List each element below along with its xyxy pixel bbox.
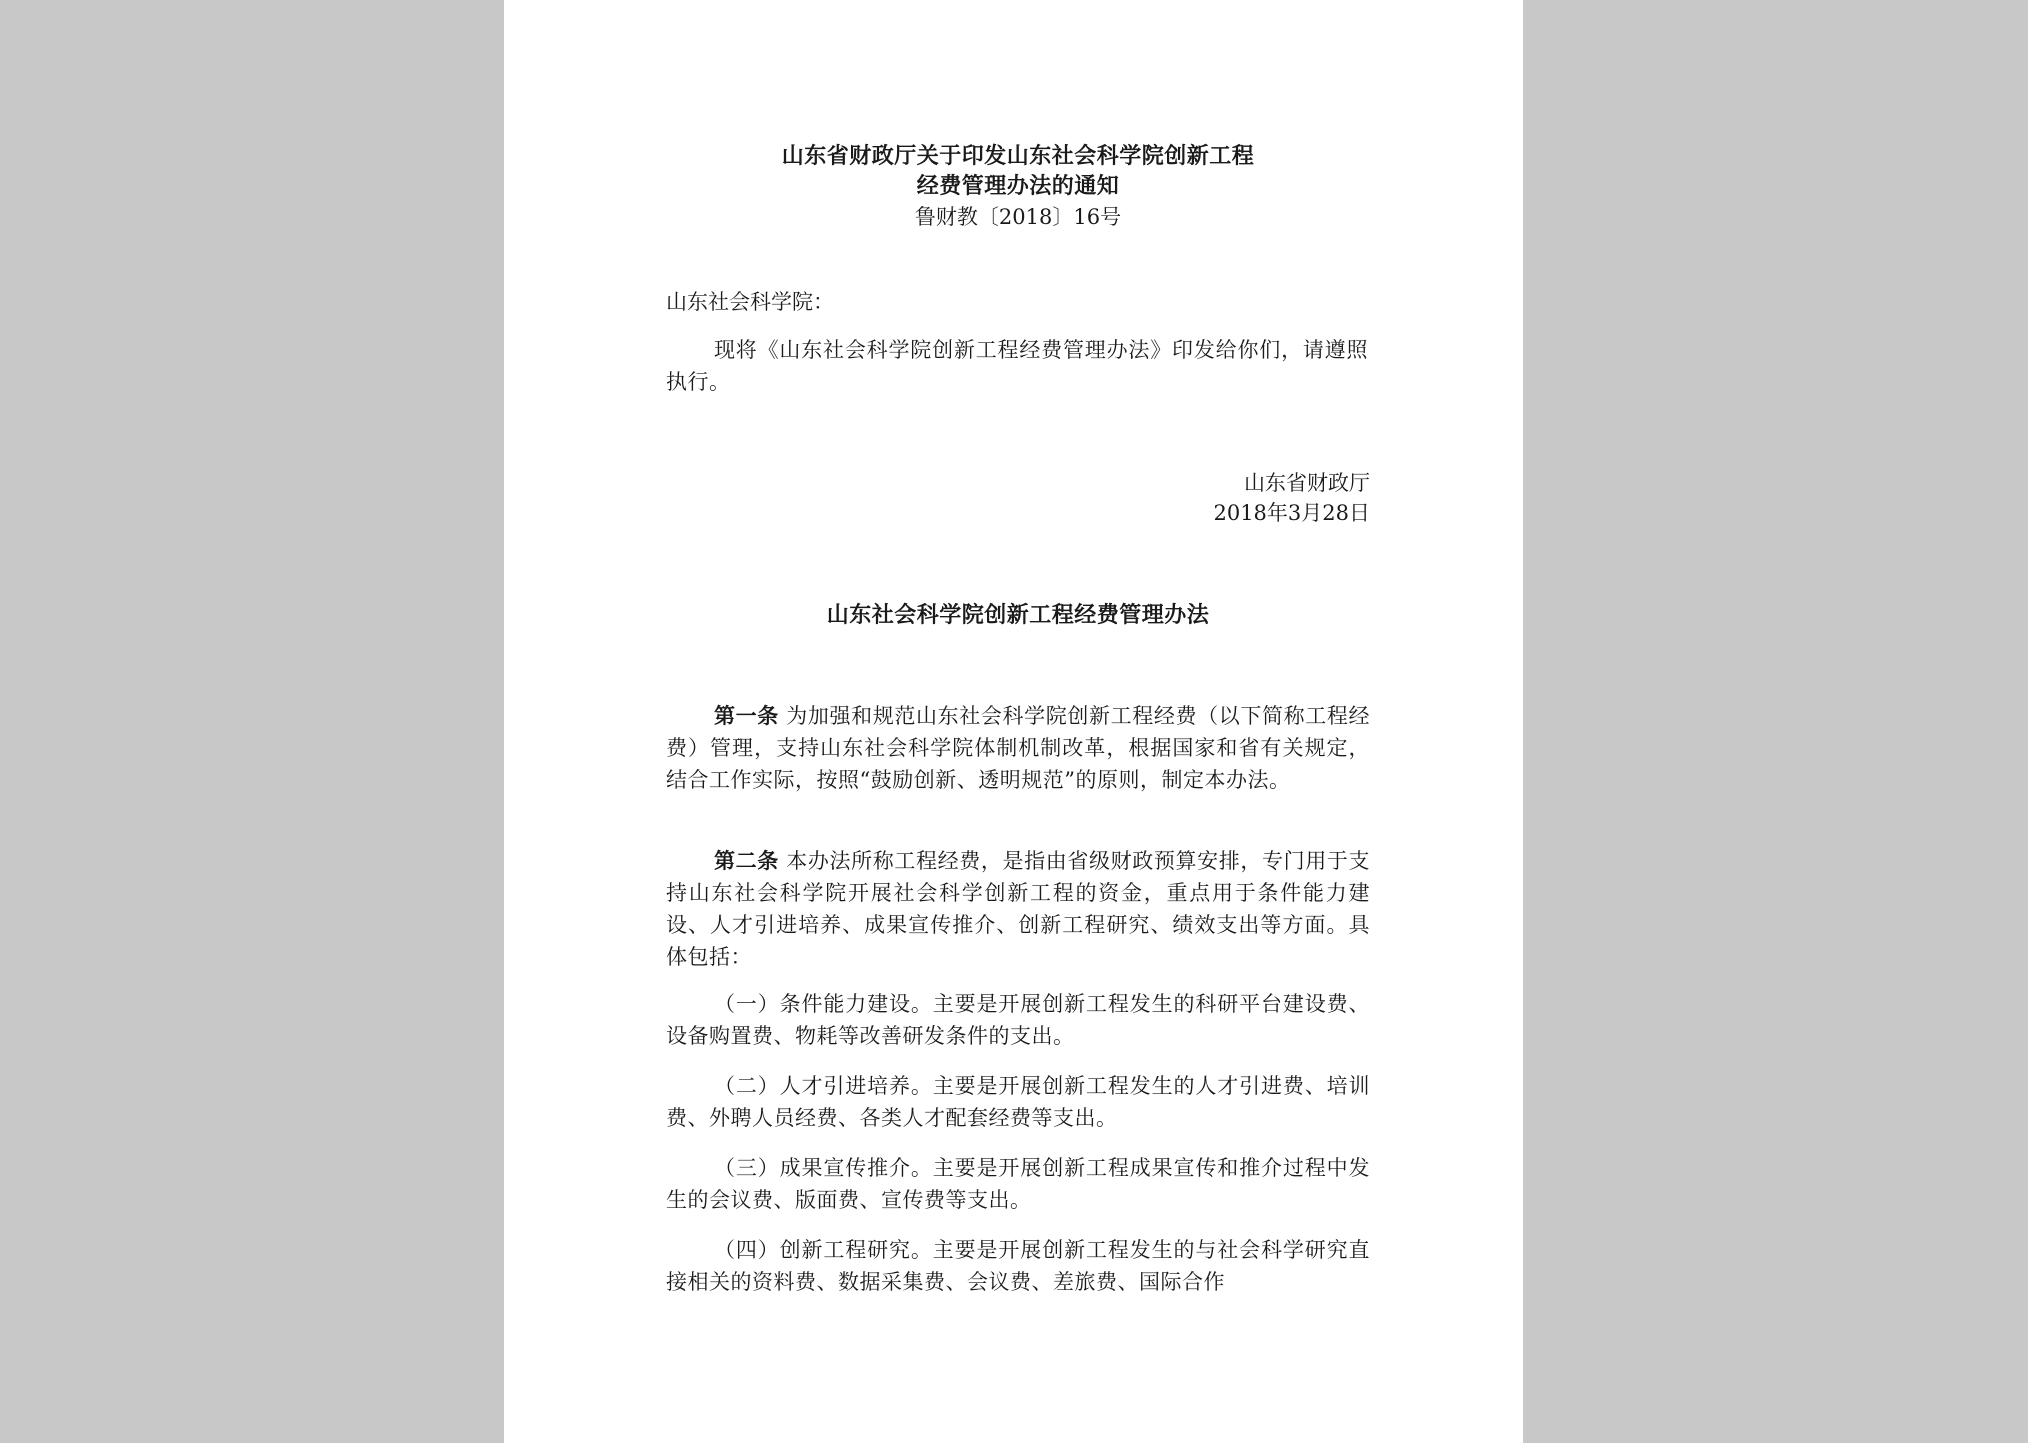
item-1: （一）条件能力建设。主要是开展创新工程发生的科研平台建设费、设备购置费、物耗等改善研发条件的支出。 xyxy=(666,992,1370,1048)
article-2-text: 本办法所称工程经费，是指由省级财政预算安排，专门用于支持山东社会科学院开展社会科学创新工程的资金，重点用于条件能力建设、人才引进培养、成果宣传推介、创新工程研究、绩效支出等方面。具体包括： xyxy=(666,849,1371,969)
notice-body: 现将《山东社会科学院创新工程经费管理办法》印发给你们，请遵照执行。 xyxy=(666,338,1368,394)
article-1 xyxy=(666,700,1370,796)
article-1-label: 第一条 xyxy=(714,703,779,728)
item-3: （三）成果宣传推介。主要是开展创新工程成果宣传和推介过程中发生的会议费、版面费、宣传费等支出。 xyxy=(666,1156,1370,1212)
notice-title-line2: 经费管理办法的通知 xyxy=(916,173,1120,199)
notice-title-line1: 山东省财政厅关于印发山东社会科学院创新工程 xyxy=(781,143,1255,169)
article-2-label: 第二条 xyxy=(714,848,779,873)
article-1-text: 为加强和规范山东社会科学院创新工程经费（以下简称工程经费）管理，支持山东社会科学院体制机制改革，根据国家和省有关规定，结合工作实际，按照“鼓励创新、透明规范”的原则，制定本办法。 xyxy=(666,704,1371,792)
measures-title: 山东社会科学院创新工程经费管理办法 xyxy=(826,602,1210,628)
document-number: 鲁财教〔2018〕16号 xyxy=(914,205,1122,229)
article-2 xyxy=(666,845,1370,973)
issuer: 山东省财政厅 xyxy=(1244,471,1370,495)
issue-date: 2018年3月28日 xyxy=(1213,501,1370,525)
item-4: （四）创新工程研究。主要是开展创新工程发生的与社会科学研究直接相关的资料费、数据采集费、会议费、差旅费、国际合作 xyxy=(666,1238,1370,1294)
addressee: 山东社会科学院： xyxy=(666,290,834,314)
item-2: （二）人才引进培养。主要是开展创新工程发生的人才引进费、培训费、外聘人员经费、各类人才配套经费等支出。 xyxy=(666,1074,1370,1130)
document-page xyxy=(504,0,1523,1443)
